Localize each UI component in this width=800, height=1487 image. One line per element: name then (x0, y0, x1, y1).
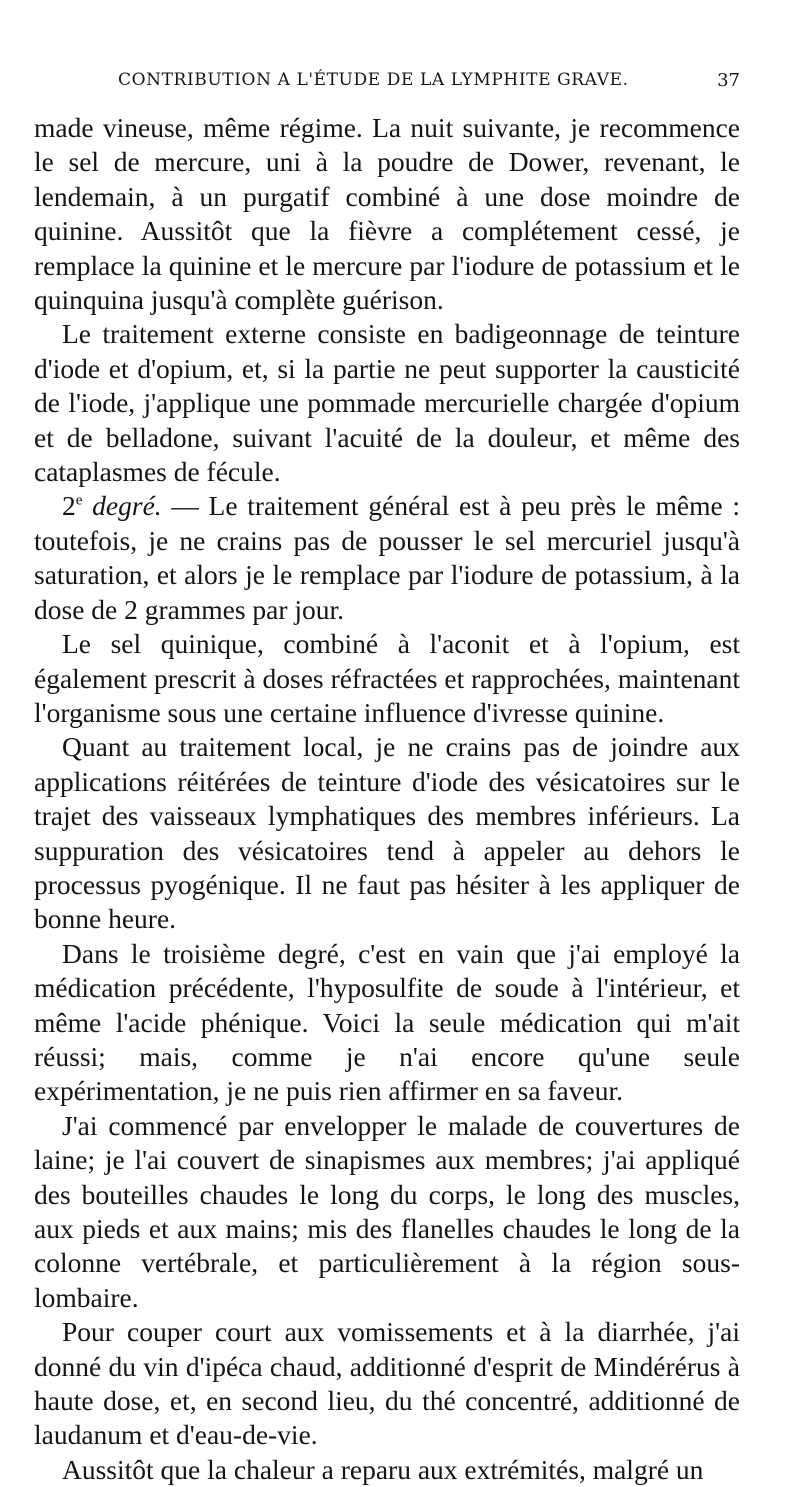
paragraph-4: Le sel quinique, combiné à l'aconit et à l'opium, est également prescrit à doses réfractées et rapprochées, maintenant l'organisme sous une certaine influence d'ivresse quinine. (34, 628, 740, 728)
degree-label: degré. (92, 490, 162, 522)
paragraph-3 (34, 489, 740, 627)
paragraph-9: Aussitôt que la chaleur a reparu aux extrémités, malgré un (62, 1453, 704, 1485)
paragraph-7: J'ai commencé par envelopper le malade de couvertures de laine; je l'ai couvert de sinapismes aux membres; j'ai appliqué des bouteilles chaudes le long du corps, le long des muscles, aux pieds et aux mains; mis des flanelles chaudes le long de la colonne vertébrale, et particulièrement à la région sous-lombaire. (34, 1109, 740, 1313)
body-text (34, 111, 740, 1487)
paragraph-5: Quant au traitement local, je ne crains pas de joindre aux applications réitérées de teinture d'iode des vésicatoires sur le trajet des vaisseaux lymphatiques des membres inférieurs. La suppuration des vésicatoires tend à appeler au dehors le processus pyogénique. Il ne faut pas hésiter à les appliquer de bonne heure. (34, 731, 740, 935)
paragraph-2: Le traitement externe consiste en badigeonnage de teinture d'iode et d'opium, et, si la partie ne peut supporter la causticité de l'iode, j'applique une pommade mercurielle chargée d'opium et de belladone, suivant l'acuité de la douleur, et même des cataplasmes de fécule. (34, 318, 740, 488)
degree-number: 2 (62, 490, 76, 522)
paragraph-8: Pour couper court aux vomissements et à la diarrhée, j'ai donné du vin d'ipéca chaud, additionné d'esprit de Mindérérus à haute dose, et, en second lieu, du thé concentré, additionné de laudanum et d'eau-de-vie. (34, 1316, 740, 1451)
paragraph-6: Dans le troisième degré, c'est en vain que j'ai employé la médication précédente, l'hyposulfite de soude à l'intérieur, et même l'acide phénique. Voici la seule médication qui m'ait réussi; mais, comme je n'ai encore qu'une seule expérimentation, je ne puis rien affirmer en sa faveur. (34, 937, 740, 1107)
degree-ordinal: e (75, 492, 83, 509)
paragraph-1: made vineuse, même régime. La nuit suivante, je recommence le sel de mercure, uni à la poudre de Dower, revenant, le lendemain, à un purgatif combiné à une dose moindre de quinine. Aussitôt que la fièvre a complétement cessé, je remplace la quinine et le mercure par l'iodure de potassium et le quinquina jusqu'à complète guérison. (34, 112, 740, 316)
page-number: 37 (717, 70, 740, 91)
running-title: CONTRIBUTION A L'ÉTUDE DE LA LYMPHITE GRAVE. (118, 70, 629, 90)
running-head (34, 70, 740, 98)
paragraph-3-text: — Le traitement général est à peu près le même : toutefois, je ne crains pas de pousser le sel mercuriel jusqu'à saturation, et alors je le remplace par l'iodure de potassium, à la dose de 2 grammes par jour. (34, 490, 740, 625)
